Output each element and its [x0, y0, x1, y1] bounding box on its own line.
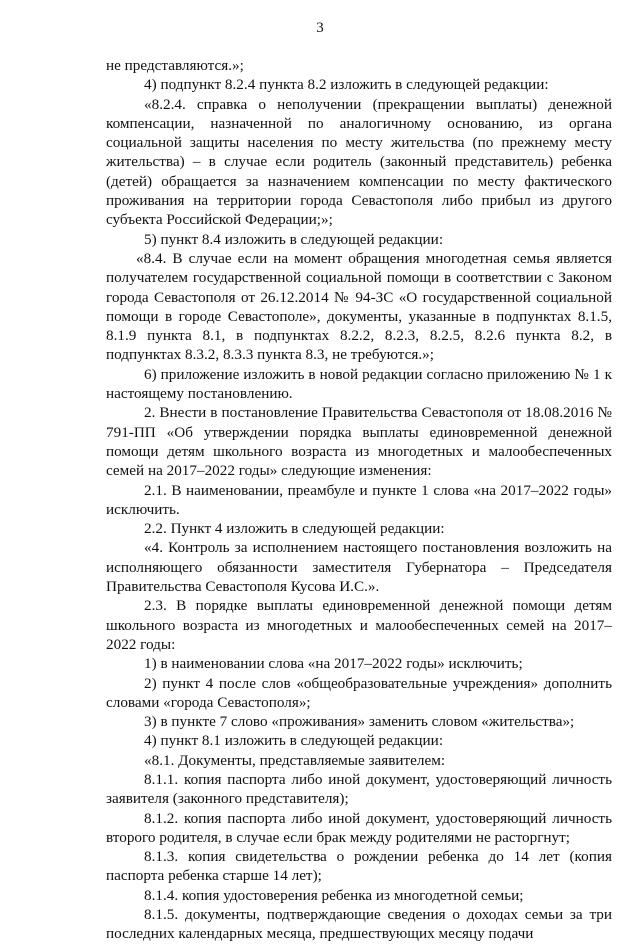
paragraph: «8.2.4. справка о неполучении (прекращении выплаты) денежной компенсации, назначенной по аналогичному основанию, из органа социальной защиты населения по месту жительства (по прежнему месту жительства) – в случае если родитель (законный представитель) ребенка (детей) обращается за назначением компенсации по месту фактического проживания на территории города Севастополя либо прибыл из другого субъекта Российской Федерации;»; [106, 95, 612, 229]
paragraph: «8.4. В случае если на момент обращения многодетная семья является получателем государственной социальной помощи в соответствии с Законом города Севастополя от 26.12.2014 № 94-ЗС «О государственной социальной помощи в городе Севастополе», документы, указанные в подпунктах 8.1.5, 8.1.9 пункта 8.1, в подпунктах 8.2.2, 8.2.3, 8.2.5, 8.2.6 пункта 8.2, в подпунктах 8.3.2, 8.3.3 пункта 8.3, не требуются.»; [106, 249, 612, 364]
paragraph: 8.1.5. документы, подтверждающие сведения о доходах семьи за три последних календарных месяца, предшествующих месяцу подачи [106, 906, 612, 943]
paragraph: 2.3. В порядке выплаты единовременной денежной помощи детям школьного возраста из многодетных и малообеспеченных семей на 2017–2022 годы: [106, 597, 612, 653]
paragraph: 6) приложение изложить в новой редакции согласно приложению № 1 к настоящему постановлению. [106, 365, 612, 403]
page-number: 3 [316, 20, 324, 36]
paragraph: 2. Внести в постановление Правительства Севастополя от 18.08.2016 № 791-ПП «Об утверждении порядка выплаты единовременной денежной помощи детям школьного возраста из многодетных и малообеспеченных семей на 2017–2022 годы» следующие изменения: [106, 404, 612, 480]
paragraph: 2.2. Пункт 4 изложить в следующей редакции: [144, 520, 445, 538]
paragraph: 2.1. В наименовании, преамбуле и пункте 1 слова «на 2017–2022 годы» исключить. [106, 481, 612, 518]
paragraph: 3) в пункте 7 слово «проживания» заменить словом «жительства»; [144, 713, 575, 731]
paragraph: 8.1.2. копия паспорта либо иной документ, удостоверяющий личность второго родителя, в случае если брак между родителями не расторгнут; [106, 809, 612, 846]
paragraph: «4. Контроль за исполнением настоящего постановления возложить на исполняющего обязанности заместителя Губернатора – Председателя Правительства Севастополя Кусова И.С.». [106, 539, 612, 596]
paragraph: 5) пункт 8.4 изложить в следующей редакции: [144, 230, 444, 248]
paragraph: 4) пункт 8.1 изложить в следующей редакции: [144, 732, 444, 750]
paragraph: 4) подпункт 8.2.4 пункта 8.2 изложить в следующей редакции: [144, 76, 549, 94]
paragraph: 8.1.3. копия свидетельства о рождении ребенка до 14 лет (копия паспорта ребенка старше 14 лет); [106, 848, 612, 885]
document-body [106, 56, 612, 944]
paragraph: 8.1.1. копия паспорта либо иной документ, удостоверяющий личность заявителя (законного представителя); [106, 770, 612, 808]
paragraph: «8.1. Документы, представляемые заявителем: [144, 751, 446, 769]
paragraph: 1) в наименовании слова «на 2017–2022 годы» исключить; [144, 655, 523, 673]
paragraph: не представляются.»; [106, 57, 244, 74]
paragraph: 8.1.4. копия удостоверения ребенка из многодетной семьи; [144, 886, 524, 904]
paragraph: 2) пункт 4 после слов «общеобразовательные учреждения» дополнить словами «города Севастополя»; [106, 674, 612, 711]
